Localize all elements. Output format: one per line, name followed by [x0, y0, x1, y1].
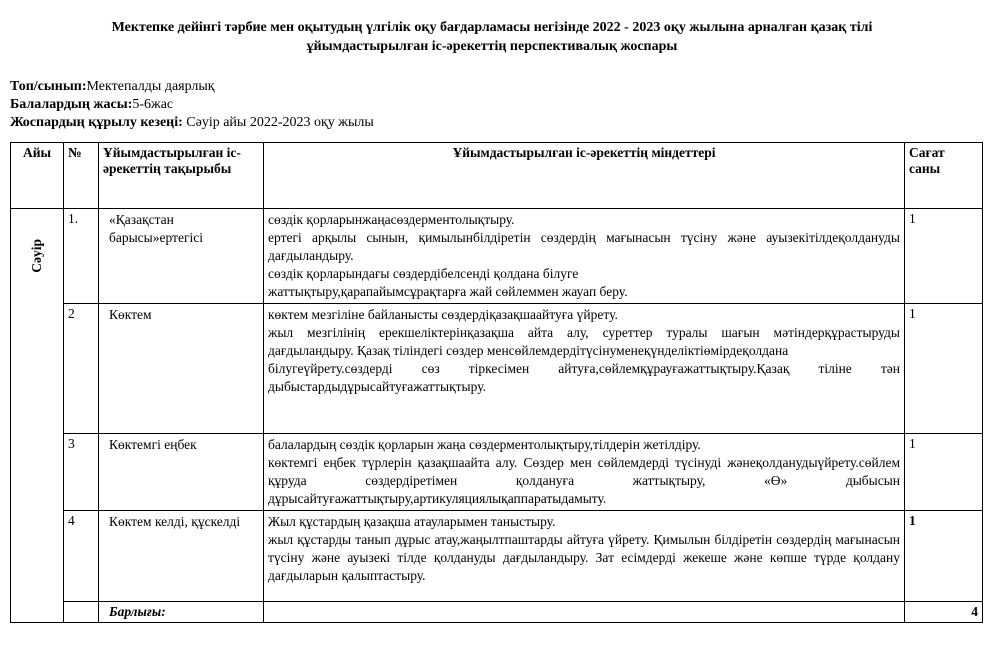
title-line-2: ұйымдастырылған іс-әрекеттің перспективалық жоспары [306, 39, 678, 54]
meta-age [10, 96, 374, 114]
meta-period-label: Жоспардың құрылу кезеңі: [10, 115, 183, 130]
row-num: 1. [64, 209, 99, 304]
table-row [11, 304, 983, 434]
table-row [11, 209, 983, 304]
row-tasks: балалардың сөздік қорларын жаңа сөздерментолықтыру,тілдерін жетілдіру. көктемгі еңбек түрлерін қазақшаайта алу. Сөздер мен сөйлемдерді түсінуді жәнеқолданудыүйрету.сөйлем құруда сөздердіретімен қолдануға жаттықтыру, «Ө» дыбысын дұрысайтуғажаттықтыру,артикуляциялықаппаратыдамыту. [264, 434, 905, 511]
row-topic: Көктем [99, 304, 264, 434]
row-tasks: көктем мезгіліне байланысты сөздердіқазақшаайтуға үйрету. жыл мезгілінің ерекшеліктерінқазақша айта алу, суреттер туралы шағын мәтіндерқұрастыруды дағдыландыру. Қазақ тіліндегі сөздер менсөйлемдердітүсінуменеқүнделіктіөмірдеқолдана білугеүйрету.сөздерді сөз тіркесімен айтуға,сөйлемқұрауғажаттықтыру.Қазақ тіліне тән дыбыстардыдұрысайтуғажаттықтыру. [264, 304, 905, 434]
header-month: Айы [11, 143, 64, 209]
meta-group-label: Топ/сынып: [10, 79, 87, 94]
row-hours: 1 [905, 304, 983, 434]
header-hours: Сағат саны [905, 143, 983, 209]
total-tasks-empty [264, 602, 905, 623]
row-num: 4 [64, 511, 99, 602]
meta-group-value: Мектепалды даярлық [86, 79, 215, 94]
row-topic: Көктемгі еңбек [99, 434, 264, 511]
plan-meta [10, 78, 374, 132]
meta-period [10, 114, 374, 132]
month-label: Сәуір [29, 239, 44, 273]
title-line-1: Мектепке дейінгі тәрбие мен оқытудың үлгілік оқу бағдарламасы негізінде 2022 - 2023 оқу жылына арналған қазақ тілі [111, 20, 873, 35]
row-topic: Көктем келді, құскелді [99, 511, 264, 602]
row-num: 2 [64, 304, 99, 434]
month-cell [11, 209, 64, 623]
header-row [11, 143, 983, 209]
row-hours: 1 [905, 209, 983, 304]
table-row [11, 511, 983, 602]
document-title [0, 18, 984, 56]
total-num-empty [64, 602, 99, 623]
header-topic: Ұйымдастырылған іс-әрекеттің тақырыбы [99, 143, 264, 209]
row-num: 3 [64, 434, 99, 511]
total-label: Барлығы: [99, 602, 264, 623]
meta-period-value: Сәуір айы 2022-2023 оқу жылы [182, 115, 374, 130]
row-tasks: Жыл құстардың қазақша атауларымен таныстыру. жыл құстарды танып дұрыс атау,жаңылтпаштарды айтуға үйрету. Қимылын білдіретін сөздердің мағынасын түсіну және ауызекі тілде қолдануды дағдыландыру. Зат есімдерді жекеше және көпше түрде қолдану дағдыларын қалыптастыру. [264, 511, 905, 602]
header-tasks: Ұйымдастырылған іс-әрекеттің міндеттері [264, 143, 905, 209]
row-hours: 1 [905, 511, 983, 602]
row-topic: «Қазақстан барысы»ертегісі [99, 209, 264, 304]
meta-age-value: 5-6жас [132, 97, 174, 112]
table-row [11, 434, 983, 511]
plan-table [10, 142, 983, 623]
meta-group [10, 78, 374, 96]
total-value: 4 [905, 602, 983, 623]
row-tasks: сөздік қорларынжаңасөздерментолықтыру. ертегі арқылы сынын, қимылынбілдіретін сөздердің мағынасын түсіну және ауызекітілдеқолдануды дағдыландыру. сөздік қорларындағы сөздердібелсенді қолдана білуге жаттықтыру,қарапайымсұрақтарға жай сөйлеммен жауап беру. [264, 209, 905, 304]
row-hours: 1 [905, 434, 983, 511]
meta-age-label: Балалардың жасы: [10, 97, 133, 112]
total-row [11, 602, 983, 623]
header-num: № [64, 143, 99, 209]
